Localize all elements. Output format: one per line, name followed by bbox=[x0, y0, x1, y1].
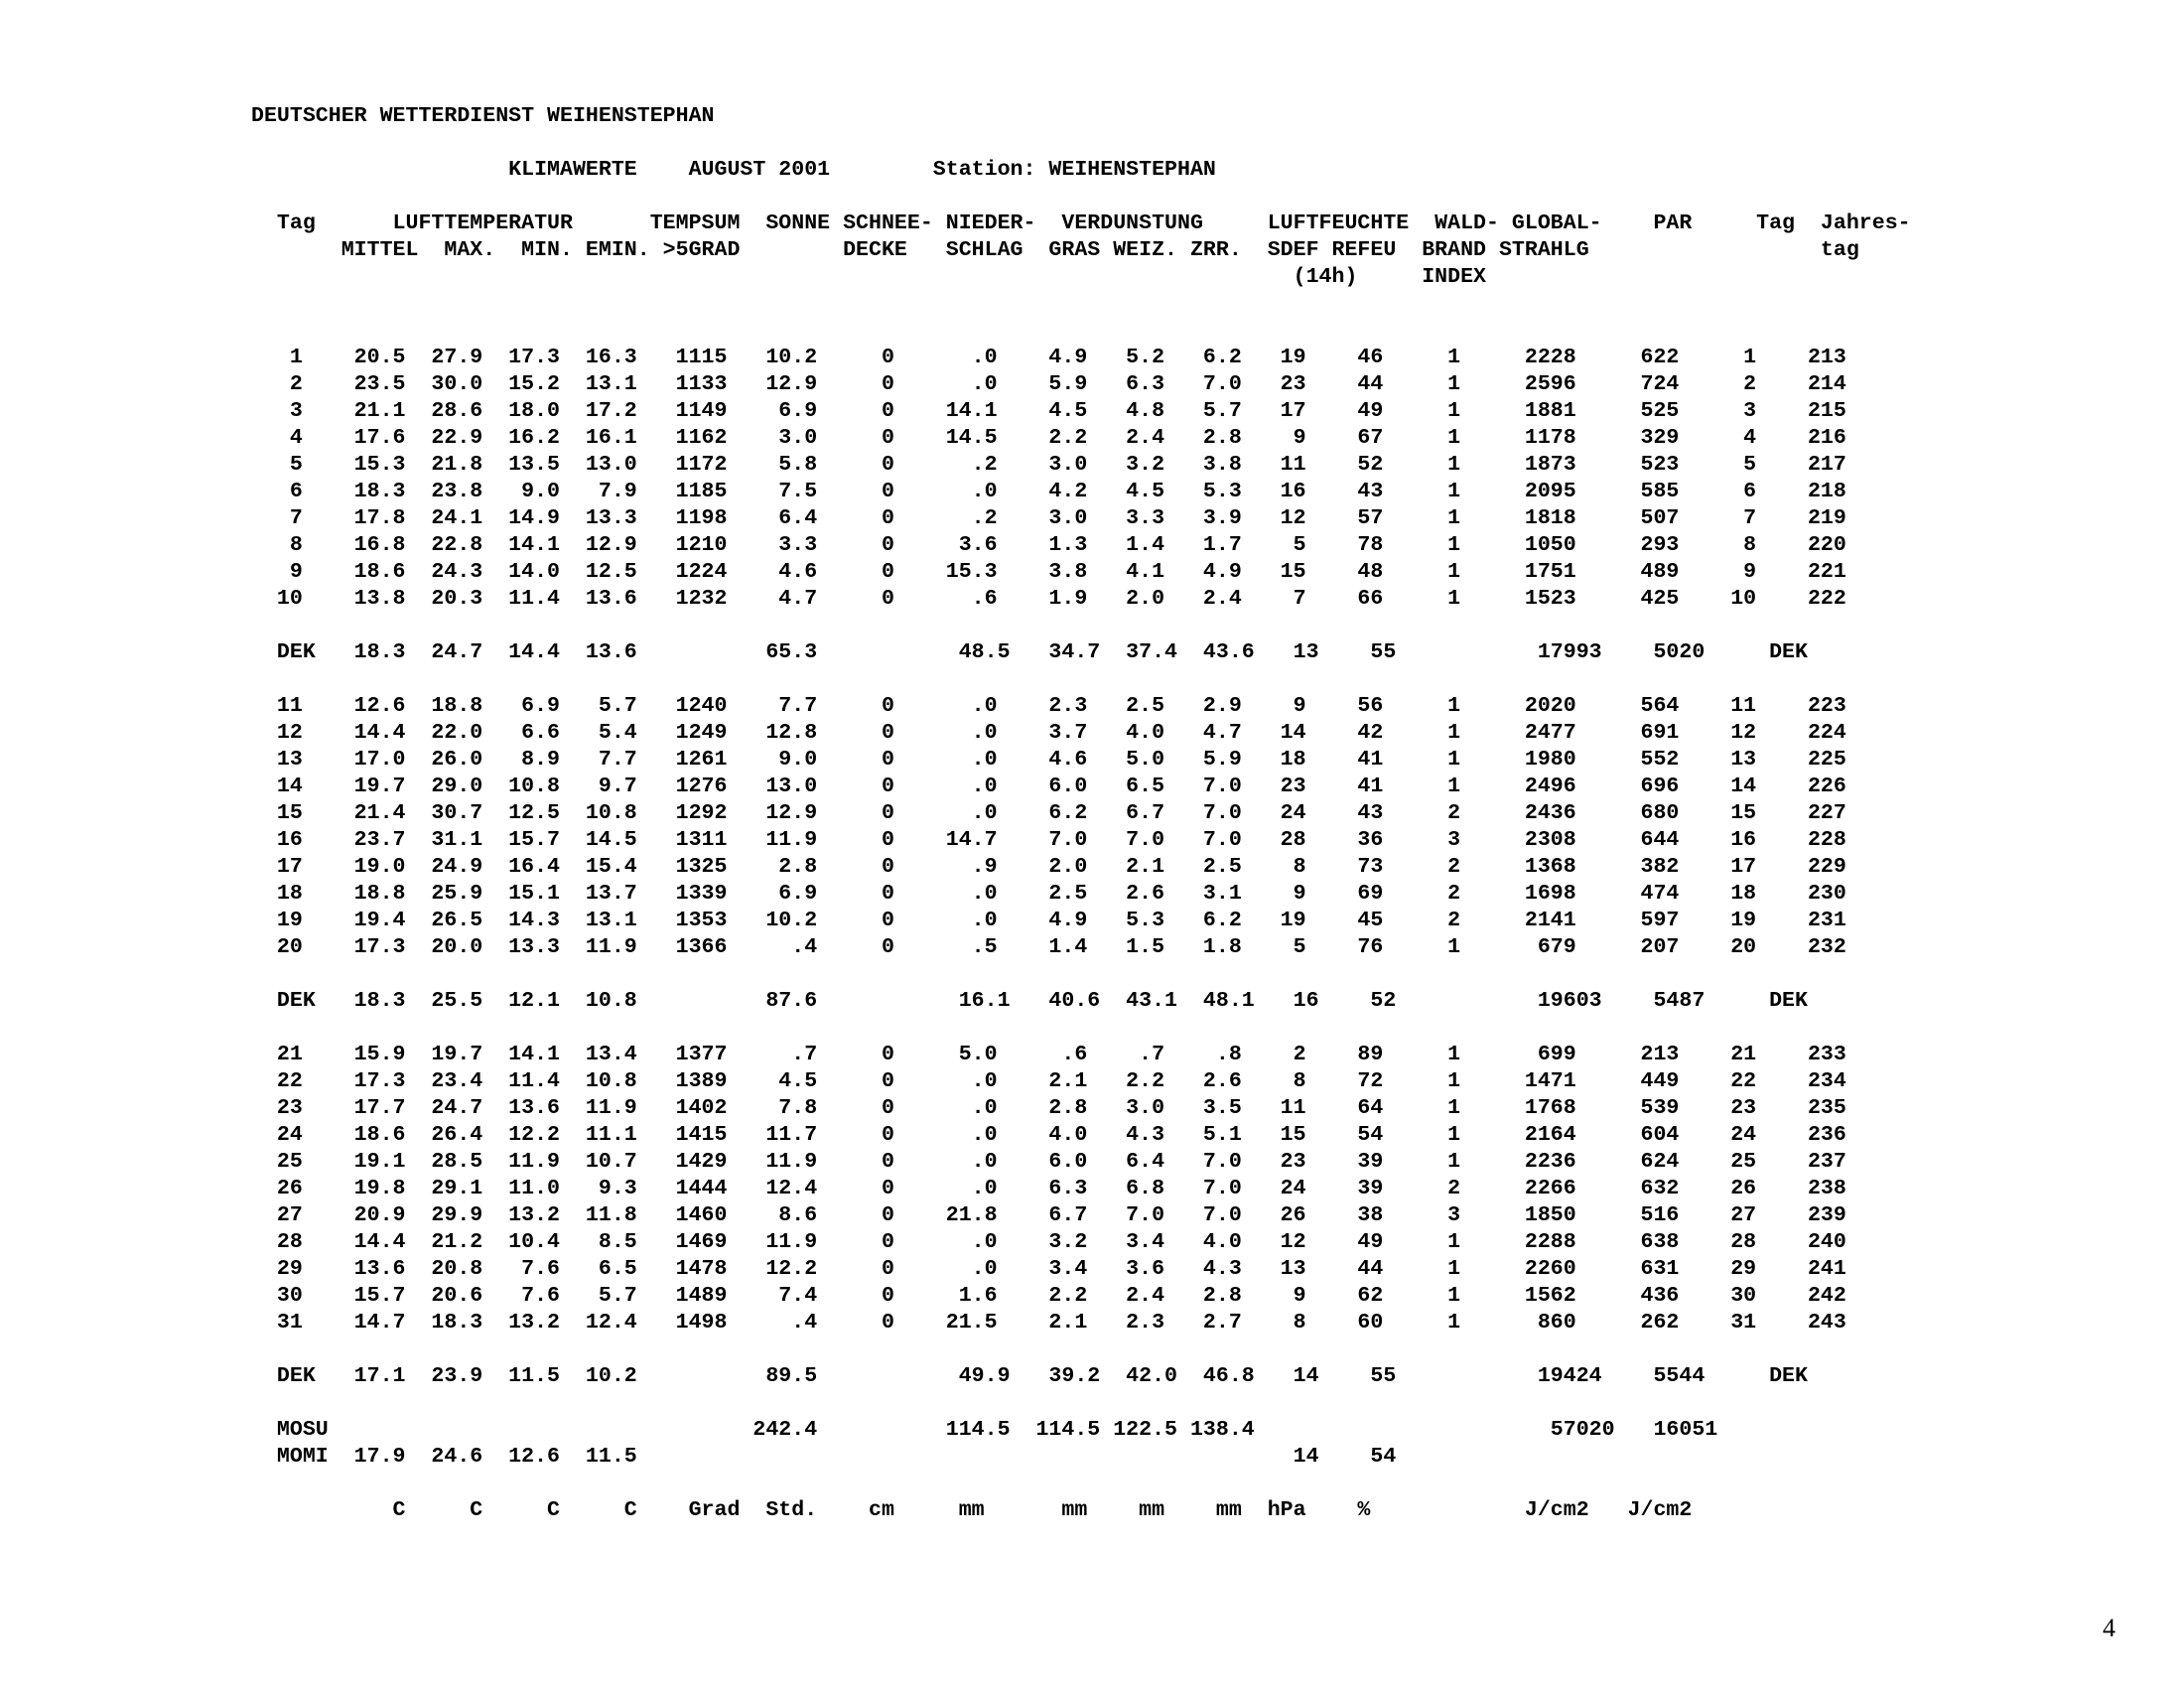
table-row: 12 14.4 22.0 6.6 5.4 1249 12.8 0 .0 3.7 4.0 4.7 14 42 1 2477 691 12 224 bbox=[251, 721, 1846, 745]
table-row: 14 19.7 29.0 10.8 9.7 1276 13.0 0 .0 6.0 6.5 7.0 23 41 1 2496 696 14 226 bbox=[251, 774, 1846, 798]
header-line: Tag LUFTTEMPERATUR TEMPSUM SONNE SCHNEE- NIEDER- VERDUNSTUNG LUFTFEUCHTE WALD- GLOBAL- PAR Tag Jahres- bbox=[251, 211, 1911, 235]
blank-line bbox=[251, 1390, 1846, 1417]
table-row: 15 21.4 30.7 12.5 10.8 1292 12.9 0 .0 6.2 6.7 7.0 24 43 2 2436 680 15 227 bbox=[251, 801, 1846, 825]
table-row: DEK 18.3 24.7 14.4 13.6 65.3 48.5 34.7 37.4 43.6 13 55 17993 5020 DEK bbox=[251, 640, 1808, 664]
table-row: MOSU 242.4 114.5 114.5 122.5 138.4 57020 16051 bbox=[251, 1418, 1718, 1442]
table-row: 26 19.8 29.1 11.0 9.3 1444 12.4 0 .0 6.3 6.8 7.0 24 39 2 2266 632 26 238 bbox=[251, 1177, 1846, 1200]
table-row: 23 17.7 24.7 13.6 11.9 1402 7.8 0 .0 2.8 3.0 3.5 11 64 1 1768 539 23 235 bbox=[251, 1096, 1846, 1120]
blank-line bbox=[251, 613, 1846, 639]
page-number: 4 bbox=[2103, 1614, 2116, 1642]
table-row: 16 23.7 31.1 15.7 14.5 1311 11.9 0 14.7 7.0 7.0 7.0 28 36 3 2308 644 16 228 bbox=[251, 828, 1846, 852]
header-line: (14h) INDEX bbox=[251, 265, 1487, 289]
table-row: DEK 18.3 25.5 12.1 10.8 87.6 16.1 40.6 43.1 48.1 16 52 19603 5487 DEK bbox=[251, 989, 1808, 1013]
blank-line bbox=[251, 666, 1846, 693]
table-row: 25 19.1 28.5 11.9 10.7 1429 11.9 0 .0 6.0 6.4 7.0 23 39 1 2236 624 25 237 bbox=[251, 1150, 1846, 1174]
table-row: C C C C Grad Std. cm mm mm mm mm hPa % J/cm2 J/cm2 bbox=[251, 1498, 1693, 1522]
table-row: 31 14.7 18.3 13.2 12.4 1498 .4 0 21.5 2.1 2.3 2.7 8 60 1 860 262 31 243 bbox=[251, 1311, 1846, 1335]
table-row: 1 20.5 27.9 17.3 16.3 1115 10.2 0 .0 4.9 5.2 6.2 19 46 1 2228 622 1 213 bbox=[251, 346, 1846, 369]
table-row: 29 13.6 20.8 7.6 6.5 1478 12.2 0 .0 3.4 3.6 4.3 13 44 1 2260 631 29 241 bbox=[251, 1257, 1846, 1281]
blank-line bbox=[251, 1015, 1846, 1042]
table-row: 10 13.8 20.3 11.4 13.6 1232 4.7 0 .6 1.9 2.0 2.4 7 66 1 1523 425 10 222 bbox=[251, 587, 1846, 611]
table-row: 24 18.6 26.4 12.2 11.1 1415 11.7 0 .0 4.0 4.3 5.1 15 54 1 2164 604 24 236 bbox=[251, 1123, 1846, 1147]
table-row: 3 21.1 28.6 18.0 17.2 1149 6.9 0 14.1 4.5 4.8 5.7 17 49 1 1881 525 3 215 bbox=[251, 399, 1846, 423]
blank-line bbox=[251, 1336, 1846, 1363]
table-row: 7 17.8 24.1 14.9 13.3 1198 6.4 0 .2 3.0 3.3 3.9 12 57 1 1818 507 7 219 bbox=[251, 506, 1846, 530]
table-row: 18 18.8 25.9 15.1 13.7 1339 6.9 0 .0 2.5 2.6 3.1 9 69 2 1698 474 18 230 bbox=[251, 882, 1846, 906]
table-row: 6 18.3 23.8 9.0 7.9 1185 7.5 0 .0 4.2 4.5 5.3 16 43 1 2095 585 6 218 bbox=[251, 480, 1846, 503]
table-row: 19 19.4 26.5 14.3 13.1 1353 10.2 0 .0 4.9 5.3 6.2 19 45 2 2141 597 19 231 bbox=[251, 909, 1846, 932]
table-header bbox=[251, 211, 1911, 291]
table-row: 27 20.9 29.9 13.2 11.8 1460 8.6 0 21.8 6.7 7.0 7.0 26 38 3 1850 516 27 239 bbox=[251, 1203, 1846, 1227]
table-body bbox=[251, 318, 1846, 1524]
table-row: 13 17.0 26.0 8.9 7.7 1261 9.0 0 .0 4.6 5.0 5.9 18 41 1 1980 552 13 225 bbox=[251, 748, 1846, 772]
table-row: 17 19.0 24.9 16.4 15.4 1325 2.8 0 .9 2.0 2.1 2.5 8 73 2 1368 382 17 229 bbox=[251, 855, 1846, 879]
table-row: 21 15.9 19.7 14.1 13.4 1377 .7 0 5.0 .6 .7 .8 2 89 1 699 213 21 233 bbox=[251, 1043, 1846, 1066]
table-row: 5 15.3 21.8 13.5 13.0 1172 5.8 0 .2 3.0 3.2 3.8 11 52 1 1873 523 5 217 bbox=[251, 453, 1846, 477]
document-title: DEUTSCHER WETTERDIENST WEIHENSTEPHAN bbox=[251, 104, 715, 128]
blank-line bbox=[251, 961, 1846, 988]
table-row: 20 17.3 20.0 13.3 11.9 1366 .4 0 .5 1.4 1.5 1.8 5 76 1 679 207 20 232 bbox=[251, 935, 1846, 959]
table-row: 8 16.8 22.8 14.1 12.9 1210 3.3 0 3.6 1.3 1.4 1.7 5 78 1 1050 293 8 220 bbox=[251, 533, 1846, 557]
header-line: MITTEL MAX. MIN. EMIN. >5GRAD DECKE SCHLAG GRAS WEIZ. ZRR. SDEF REFEU BRAND STRAHLG tag bbox=[251, 238, 1859, 262]
table-row: 11 12.6 18.8 6.9 5.7 1240 7.7 0 .0 2.3 2.5 2.9 9 56 1 2020 564 11 223 bbox=[251, 694, 1846, 718]
table-row: 30 15.7 20.6 7.6 5.7 1489 7.4 0 1.6 2.2 2.4 2.8 9 62 1 1562 436 30 242 bbox=[251, 1284, 1846, 1308]
blank-line bbox=[251, 318, 1846, 345]
table-row: 2 23.5 30.0 15.2 13.1 1133 12.9 0 .0 5.9 6.3 7.0 23 44 1 2596 724 2 214 bbox=[251, 372, 1846, 396]
table-row: DEK 17.1 23.9 11.5 10.2 89.5 49.9 39.2 42.0 46.8 14 55 19424 5544 DEK bbox=[251, 1364, 1808, 1388]
table-row: 28 14.4 21.2 10.4 8.5 1469 11.9 0 .0 3.2 3.4 4.0 12 49 1 2288 638 28 240 bbox=[251, 1230, 1846, 1254]
document-subtitle: KLIMAWERTE AUGUST 2001 Station: WEIHENSTEPHAN bbox=[251, 158, 1216, 182]
table-row: MOMI 17.9 24.6 12.6 11.5 14 54 bbox=[251, 1445, 1397, 1469]
table-row: 9 18.6 24.3 14.0 12.5 1224 4.6 0 15.3 3.8 4.1 4.9 15 48 1 1751 489 9 221 bbox=[251, 560, 1846, 584]
blank-line bbox=[251, 1471, 1846, 1497]
table-row: 22 17.3 23.4 11.4 10.8 1389 4.5 0 .0 2.1 2.2 2.6 8 72 1 1471 449 22 234 bbox=[251, 1069, 1846, 1093]
table-row: 4 17.6 22.9 16.2 16.1 1162 3.0 0 14.5 2.2 2.4 2.8 9 67 1 1178 329 4 216 bbox=[251, 426, 1846, 450]
